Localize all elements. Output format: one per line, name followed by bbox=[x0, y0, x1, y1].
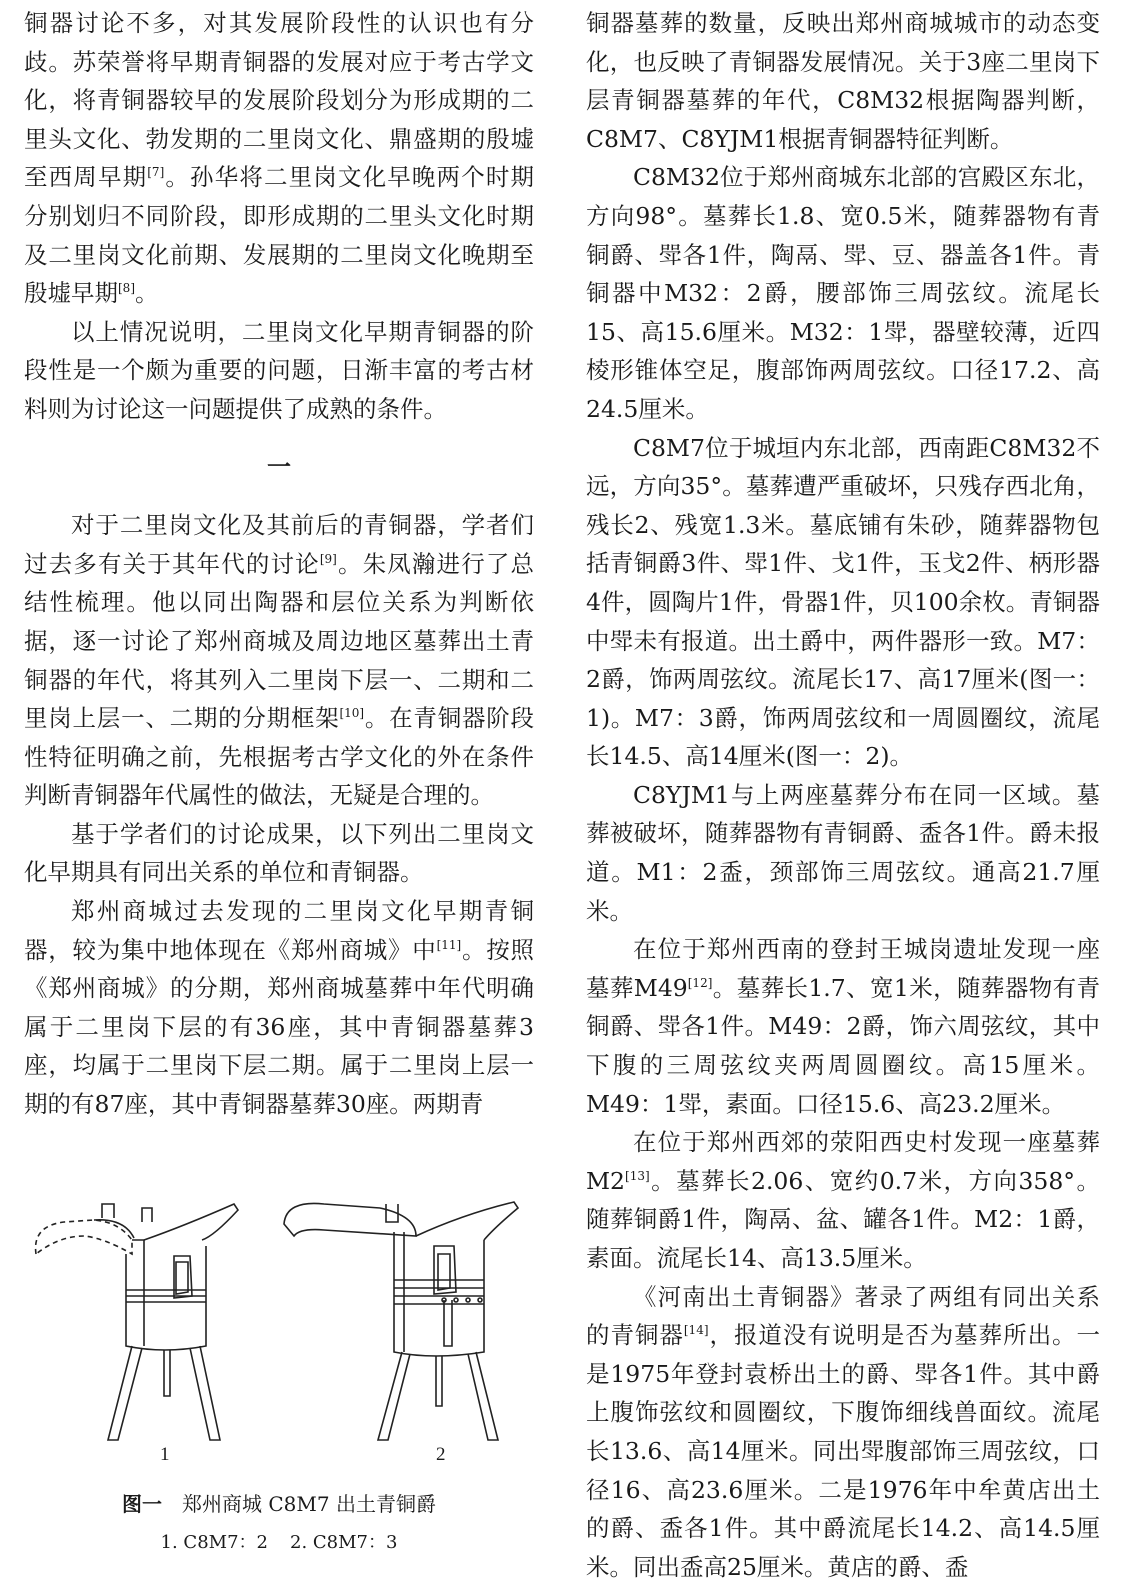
paragraph: 对于二里岗文化及其前后的青铜器，学者们过去多有关于其年代的讨论[9]。朱凤瀚进行了总结性梳理。他以同出陶器和层位关系为判断依据，逐一讨论了郑州商城及周边地区墓葬出土青铜器的年代，将其列入二里岗下层一、二期和二里岗上层一、二期的分期框架[10]。在青铜器阶段性特征明确之前，先根据考古学文化的外在条件判断青铜器年代属性的做法，无疑是合理的。 bbox=[24, 511, 535, 810]
right-column bbox=[586, 4, 1100, 1586]
bronze-jue-drawings bbox=[24, 1196, 534, 1446]
paragraph: C8YJM1与上两座墓葬分布在同一区域。墓葬被破坏，随葬器物有青铜爵、盉各1件。爵未报道。M1：2盉，颈部饰三周弦纹。通高21.7厘米。 bbox=[586, 780, 1100, 925]
paragraph: 以上情况说明，二里岗文化早期青铜器的阶段性是一个颇为重要的问题，日渐丰富的考古材料则为讨论这一问题提供了成熟的条件。 bbox=[24, 317, 534, 423]
paragraph: 郑州商城过去发现的二里岗文化早期青铜器，较为集中地体现在《郑州商城》中[11]。按照《郑州商城》的分期，郑州商城墓葬中年代明确属于二里岗下层的有36座，其中青铜器墓葬3座，均属于二里岗下层二期。属于二里岗上层一期的有87座，其中青铜器墓葬30座。两期青 bbox=[24, 897, 535, 1119]
paragraph: 《河南出土青铜器》著录了两组有同出关系的青铜器[14]，报道没有说明是否为墓葬所出。一是1975年登封袁桥出土的爵、斝各1件。其中爵上腹饰弦纹和圆圈纹，下腹饰细线兽面纹。流尾长13.6、高14厘米。同出斝腹部饰三周弦纹，口径16、高23.6厘米。二是1976年中牟黄店出土的爵、盉各1件。其中爵流尾长14.2、高14.5厘米。同出盉高25厘米。黄店的爵、盉 bbox=[586, 1282, 1101, 1581]
citation[interactable]: [8] bbox=[118, 281, 135, 296]
section-number: 一 bbox=[267, 452, 291, 481]
left-column bbox=[24, 4, 534, 1124]
paragraph: 基于学者们的讨论成果，以下列出二里岗文化早期具有同出关系的单位和青铜器。 bbox=[24, 819, 534, 887]
citation[interactable]: [14] bbox=[683, 1323, 709, 1338]
figure-item-number: 1 bbox=[160, 1444, 170, 1465]
citation[interactable]: [11] bbox=[436, 937, 462, 952]
figure-subcaption: 1. C8M7：2 2. C8M7：3 bbox=[160, 1532, 398, 1553]
citation[interactable]: [10] bbox=[339, 706, 365, 721]
jue-vessel-2-drawing bbox=[284, 1202, 518, 1440]
citation[interactable]: [13] bbox=[625, 1168, 650, 1183]
figure-label: 图一 bbox=[122, 1492, 163, 1516]
figure-title: 郑州商城 C8M7 出土青铜爵 bbox=[182, 1492, 436, 1516]
paragraph: 在位于郑州西南的登封王城岗遗址发现一座墓葬M49[12]。墓葬长1.7、宽1米，随葬器物有青铜爵、斝各1件。M49：2爵，饰六周弦纹，其中下腹的三周弦纹夹两周圆圈纹。高15厘米。M49：1斝，素面。口径15.6、高23.2厘米。 bbox=[586, 935, 1100, 1118]
paragraph: 在位于郑州西郊的荥阳西史村发现一座墓葬M2[13]。墓葬长2.06、宽约0.7米，方向358°。随葬铜爵1件，陶鬲、盆、罐各1件。M2：1爵，素面。流尾长14、高13.5厘米。 bbox=[586, 1128, 1100, 1272]
paragraph: C8M7位于城垣内东北部，西南距C8M32不远，方向35°。墓葬遭严重破坏，只残存西北角，残长2、残宽1.3米。墓底铺有朱砂，随葬器物包括青铜爵3件、斝1件、戈1件，玉戈2件、柄形器4件，圆陶片1件，骨器1件，贝100余枚。青铜器中斝未有报道。出土爵中，两件器形一致。M7：2爵，饰两周弦纹。流尾长17、高17厘米(图一：1)。M7：3爵，饰两周弦纹和一周圆圈纹，流尾长14.5、高14厘米(图一：2)。 bbox=[586, 433, 1100, 771]
figure-item-number: 2 bbox=[436, 1444, 446, 1465]
figure-caption bbox=[24, 1488, 534, 1517]
paragraph: 铜器讨论不多，对其发展阶段性的认识也有分歧。苏荣誉将早期青铜器的发展对应于考古学文化，将青铜器较早的发展阶段划分为形成期的二里头文化、勃发期的二里岗文化、鼎盛期的殷墟至西周早期[7]。孙华将二里岗文化早晚两个时期分别划归不同阶段，即形成期的二里头文化时期及二里岗文化前期、发展期的二里岗文化晚期至殷墟早期[8]。 bbox=[24, 9, 534, 308]
jue-vessel-1-drawing bbox=[36, 1204, 238, 1440]
paragraph: 铜器墓葬的数量，反映出郑州商城城市的动态变化，也反映了青铜器发展情况。关于3座二里岗下层青铜器墓葬的年代，C8M32根据陶器判断，C8M7、C8YJM1根据青铜器特征判断。 bbox=[586, 9, 1100, 153]
figure-1 bbox=[24, 1196, 534, 1576]
citation[interactable]: [7] bbox=[147, 165, 165, 180]
citation[interactable]: [12] bbox=[687, 976, 713, 991]
paragraph: C8M32位于郑州商城东北部的宫殿区东北，方向98°。墓葬长1.8、宽0.5米，随葬器物有青铜爵、斝各1件，陶鬲、斝、豆、器盖各1件。青铜器中M32：2爵，腰部饰三周弦纹。流尾长15、高15.6厘米。M32：1斝，器壁较薄，近四棱形锥体空足，腹部饰两周弦纹。口径17.2、高24.5厘米。 bbox=[586, 163, 1100, 423]
citation[interactable]: [9] bbox=[319, 551, 337, 566]
